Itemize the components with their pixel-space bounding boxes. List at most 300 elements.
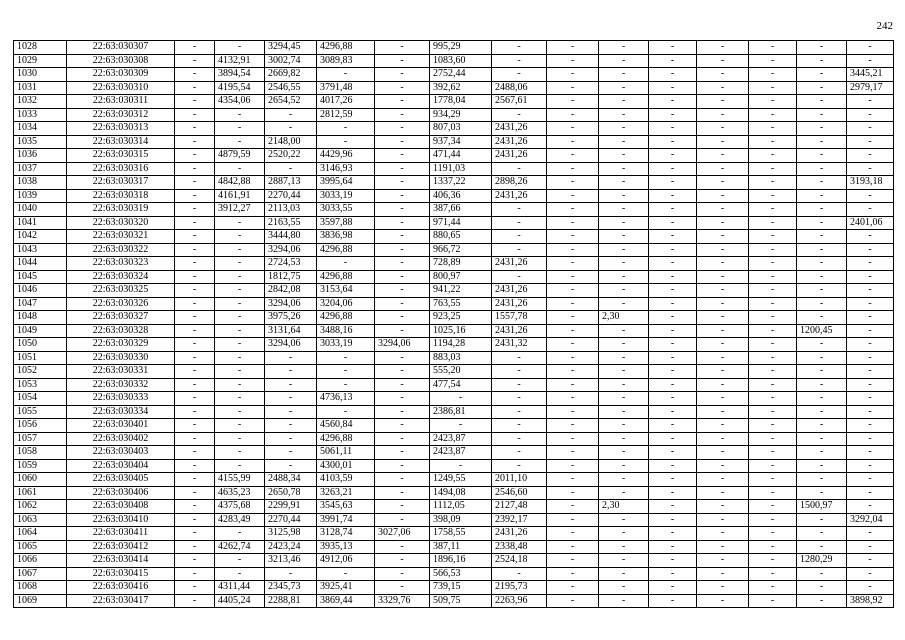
table-cell: 3898,92 <box>847 594 894 608</box>
table-cell: 2431,26 <box>492 284 547 298</box>
table-cell: - <box>749 338 797 352</box>
table-row <box>14 594 894 608</box>
table-row <box>14 446 894 460</box>
table-cell: 1056 <box>14 419 67 433</box>
table-cell: 2338,48 <box>492 540 547 554</box>
table-cell: - <box>375 176 430 190</box>
table-cell: 4560,84 <box>317 419 375 433</box>
table-cell: - <box>797 284 847 298</box>
table-cell: - <box>175 297 215 311</box>
table-cell: - <box>599 365 649 379</box>
table-cell: - <box>375 365 430 379</box>
table-cell: - <box>175 162 215 176</box>
table-row <box>14 432 894 446</box>
table-cell: - <box>547 243 599 257</box>
table-cell: 4296,88 <box>317 432 375 446</box>
table-cell: 387,11 <box>430 540 492 554</box>
table-cell: 3294,06 <box>265 297 317 311</box>
table-cell: 1048 <box>14 311 67 325</box>
table-cell: - <box>175 554 215 568</box>
table-cell: - <box>547 459 599 473</box>
table-cell: - <box>847 459 894 473</box>
table-cell: - <box>215 216 265 230</box>
table-cell: 22:63:030317 <box>67 176 175 190</box>
table-cell: 1059 <box>14 459 67 473</box>
table-cell: - <box>215 41 265 55</box>
table-cell: - <box>430 392 492 406</box>
table-cell: - <box>215 419 265 433</box>
table-row <box>14 108 894 122</box>
table-cell: 3033,55 <box>317 203 375 217</box>
table-cell: - <box>375 473 430 487</box>
table-cell: 2431,26 <box>492 527 547 541</box>
table-cell: - <box>749 392 797 406</box>
table-cell: - <box>547 365 599 379</box>
table-cell: 4842,88 <box>215 176 265 190</box>
table-cell: 387,66 <box>430 203 492 217</box>
table-cell: 1280,29 <box>797 554 847 568</box>
table-cell: - <box>697 189 749 203</box>
table-cell: - <box>375 68 430 82</box>
table-cell: - <box>847 473 894 487</box>
table-cell: - <box>649 554 697 568</box>
table-cell: 2148,00 <box>265 135 317 149</box>
table-cell: 3002,74 <box>265 54 317 68</box>
table-row <box>14 581 894 595</box>
table-cell: - <box>847 54 894 68</box>
table-cell: 1494,08 <box>430 486 492 500</box>
table-cell: 3125,98 <box>265 527 317 541</box>
table-cell: - <box>375 270 430 284</box>
table-cell: - <box>265 378 317 392</box>
table-cell: - <box>797 378 847 392</box>
table-cell: 2423,87 <box>430 446 492 460</box>
table-cell: 3027,06 <box>375 527 430 541</box>
table-cell: - <box>215 311 265 325</box>
table-cell: 3912,27 <box>215 203 265 217</box>
table-cell: 22:63:030325 <box>67 284 175 298</box>
table-cell: - <box>492 162 547 176</box>
table-cell: - <box>797 54 847 68</box>
table-cell: - <box>375 243 430 257</box>
table-cell: - <box>749 540 797 554</box>
table-row <box>14 95 894 109</box>
table-cell: 22:63:030415 <box>67 567 175 581</box>
table-cell: - <box>649 351 697 365</box>
table-cell: - <box>847 284 894 298</box>
table-cell: - <box>649 446 697 460</box>
table-cell: 22:63:030323 <box>67 257 175 271</box>
table-cell: 4375,68 <box>215 500 265 514</box>
table-row <box>14 405 894 419</box>
table-cell: - <box>492 459 547 473</box>
table-cell: - <box>797 270 847 284</box>
table-cell: 4296,88 <box>317 311 375 325</box>
table-cell: - <box>599 176 649 190</box>
table-cell: 22:63:030408 <box>67 500 175 514</box>
table-cell: 2,30 <box>599 311 649 325</box>
table-cell: - <box>797 338 847 352</box>
table-cell: - <box>547 500 599 514</box>
table-cell: - <box>749 567 797 581</box>
table-cell: - <box>265 432 317 446</box>
table-cell: - <box>175 338 215 352</box>
table-cell: - <box>599 554 649 568</box>
table-cell: 4195,54 <box>215 81 265 95</box>
table-cell: - <box>649 54 697 68</box>
table-cell: 4132,91 <box>215 54 265 68</box>
table-cell: 22:63:030411 <box>67 527 175 541</box>
table-row <box>14 540 894 554</box>
table-cell: 2650,78 <box>265 486 317 500</box>
table-cell: - <box>749 297 797 311</box>
table-cell: 4354,06 <box>215 95 265 109</box>
table-cell: - <box>649 473 697 487</box>
table-cell: - <box>697 297 749 311</box>
table-cell: 1035 <box>14 135 67 149</box>
table-cell: 1068 <box>14 581 67 595</box>
table-cell: - <box>697 446 749 460</box>
table-cell: 2163,55 <box>265 216 317 230</box>
table-cell: - <box>649 405 697 419</box>
table-cell: - <box>797 567 847 581</box>
table-cell: 1053 <box>14 378 67 392</box>
table-cell: 1758,55 <box>430 527 492 541</box>
table-cell: - <box>649 432 697 446</box>
table-cell: - <box>547 486 599 500</box>
table-row <box>14 459 894 473</box>
table-cell: - <box>797 95 847 109</box>
table-cell: 1051 <box>14 351 67 365</box>
table-cell: - <box>697 176 749 190</box>
table-cell: - <box>175 378 215 392</box>
table-cell: 2431,26 <box>492 149 547 163</box>
table-cell: 22:63:030412 <box>67 540 175 554</box>
table-cell: - <box>749 446 797 460</box>
table-cell: - <box>492 351 547 365</box>
table-cell: - <box>175 392 215 406</box>
table-cell: - <box>797 41 847 55</box>
table-cell: - <box>697 230 749 244</box>
table-cell: - <box>547 122 599 136</box>
table-cell: - <box>847 405 894 419</box>
table-cell: - <box>175 54 215 68</box>
table-cell: 22:63:030319 <box>67 203 175 217</box>
table-cell: - <box>492 216 547 230</box>
table-cell: - <box>697 486 749 500</box>
table-cell: - <box>215 162 265 176</box>
table-cell: - <box>847 203 894 217</box>
table-cell: 2011,10 <box>492 473 547 487</box>
table-cell: 3294,06 <box>375 338 430 352</box>
table-cell: - <box>649 540 697 554</box>
table-cell: - <box>749 284 797 298</box>
table-row <box>14 162 894 176</box>
table-cell: 22:63:030316 <box>67 162 175 176</box>
table-cell: 22:63:030403 <box>67 446 175 460</box>
table-cell: - <box>215 365 265 379</box>
table-cell: 2270,44 <box>265 189 317 203</box>
table-cell: - <box>697 513 749 527</box>
table-cell: 1191,03 <box>430 162 492 176</box>
table-cell: - <box>649 297 697 311</box>
table-cell: - <box>175 203 215 217</box>
table-cell: - <box>265 108 317 122</box>
table-row <box>14 311 894 325</box>
table-cell: - <box>265 162 317 176</box>
table-cell: 22:63:030327 <box>67 311 175 325</box>
table-cell: - <box>215 108 265 122</box>
table-cell: 4296,88 <box>317 41 375 55</box>
table-cell: - <box>847 540 894 554</box>
table-cell: - <box>599 459 649 473</box>
table-cell: - <box>547 81 599 95</box>
table-cell: 2752,44 <box>430 68 492 82</box>
table-cell: 1045 <box>14 270 67 284</box>
table-cell: - <box>547 432 599 446</box>
table-cell: - <box>175 527 215 541</box>
table-cell: - <box>375 324 430 338</box>
table-cell: - <box>175 594 215 608</box>
table-cell: - <box>547 554 599 568</box>
table-cell: - <box>649 594 697 608</box>
table-cell: 2654,52 <box>265 95 317 109</box>
table-cell: - <box>599 338 649 352</box>
table-cell: - <box>375 459 430 473</box>
table-cell: - <box>847 446 894 460</box>
table-cell: - <box>547 581 599 595</box>
table-cell: 800,97 <box>430 270 492 284</box>
table-row <box>14 257 894 271</box>
table-cell: - <box>375 81 430 95</box>
table-cell: - <box>847 297 894 311</box>
table-cell: 2345,73 <box>265 581 317 595</box>
table-cell: - <box>547 216 599 230</box>
table-cell: - <box>375 297 430 311</box>
table-row <box>14 243 894 257</box>
table-cell: - <box>175 108 215 122</box>
table-cell: - <box>265 392 317 406</box>
table-cell: - <box>492 392 547 406</box>
table-cell: 2887,13 <box>265 176 317 190</box>
table-cell: 1066 <box>14 554 67 568</box>
table-cell: - <box>430 459 492 473</box>
table-row <box>14 189 894 203</box>
table-cell: 1083,60 <box>430 54 492 68</box>
table-cell: 2488,06 <box>492 81 547 95</box>
table-cell: - <box>547 311 599 325</box>
table-cell: - <box>175 500 215 514</box>
table-cell: - <box>317 365 375 379</box>
table-cell: 22:63:030410 <box>67 513 175 527</box>
table-cell: - <box>749 95 797 109</box>
table-cell: - <box>649 338 697 352</box>
table-cell: 2431,26 <box>492 297 547 311</box>
table-cell: - <box>847 162 894 176</box>
table-cell: - <box>649 486 697 500</box>
table-cell: - <box>847 243 894 257</box>
table-cell: 1557,78 <box>492 311 547 325</box>
table-cell: - <box>749 203 797 217</box>
table-cell: 3791,48 <box>317 81 375 95</box>
table-cell: 2,30 <box>599 500 649 514</box>
table-cell: - <box>547 108 599 122</box>
table-cell: - <box>215 567 265 581</box>
table-cell: - <box>599 270 649 284</box>
table-cell: - <box>649 203 697 217</box>
page-number: 242 <box>876 20 893 32</box>
table-cell: - <box>797 405 847 419</box>
table-cell: 2520,22 <box>265 149 317 163</box>
table-cell: - <box>375 108 430 122</box>
table-cell: - <box>375 149 430 163</box>
table-cell: - <box>847 108 894 122</box>
table-cell: - <box>697 243 749 257</box>
table-cell: 1044 <box>14 257 67 271</box>
table-cell: 509,75 <box>430 594 492 608</box>
table-cell: 22:63:030315 <box>67 149 175 163</box>
table-cell: - <box>265 419 317 433</box>
table-cell: 1049 <box>14 324 67 338</box>
table-cell: - <box>547 95 599 109</box>
table-cell: - <box>649 216 697 230</box>
table-row <box>14 338 894 352</box>
table-cell: - <box>599 513 649 527</box>
table-cell: 880,65 <box>430 230 492 244</box>
table-cell: - <box>649 243 697 257</box>
table-cell: - <box>175 567 215 581</box>
table-cell: - <box>797 473 847 487</box>
table-cell: - <box>649 230 697 244</box>
table-cell: - <box>215 351 265 365</box>
table-cell: 4429,96 <box>317 149 375 163</box>
table-cell: 934,29 <box>430 108 492 122</box>
table-cell: 2431,26 <box>492 324 547 338</box>
table-cell: - <box>599 446 649 460</box>
table-cell: - <box>749 230 797 244</box>
table-cell: - <box>547 297 599 311</box>
table-cell: - <box>215 554 265 568</box>
table-cell: - <box>749 68 797 82</box>
table-cell: - <box>649 270 697 284</box>
table-cell: - <box>697 81 749 95</box>
table-cell: - <box>749 176 797 190</box>
table-row <box>14 54 894 68</box>
table-cell: - <box>649 162 697 176</box>
table-cell: - <box>847 486 894 500</box>
table-cell: - <box>215 230 265 244</box>
table-cell: - <box>797 257 847 271</box>
table-cell: 1058 <box>14 446 67 460</box>
table-cell: 1025,16 <box>430 324 492 338</box>
table-cell: 807,03 <box>430 122 492 136</box>
table-cell: - <box>649 108 697 122</box>
table-cell: - <box>175 473 215 487</box>
table-cell: 1896,16 <box>430 554 492 568</box>
table-cell: 22:63:030402 <box>67 432 175 446</box>
table-cell: - <box>697 284 749 298</box>
table-cell: - <box>697 567 749 581</box>
table-cell: 3836,98 <box>317 230 375 244</box>
table-cell: - <box>375 540 430 554</box>
table-cell: 1036 <box>14 149 67 163</box>
table-cell: - <box>215 432 265 446</box>
table-cell: - <box>649 149 697 163</box>
table-cell: - <box>649 122 697 136</box>
table-cell: 763,55 <box>430 297 492 311</box>
table-cell: - <box>847 230 894 244</box>
table-cell: - <box>175 419 215 433</box>
table-cell: - <box>697 41 749 55</box>
table-cell: - <box>649 135 697 149</box>
table-cell: - <box>797 81 847 95</box>
table-cell: - <box>649 392 697 406</box>
table-cell: 3213,46 <box>265 554 317 568</box>
table-cell: - <box>175 95 215 109</box>
table-cell: 3444,80 <box>265 230 317 244</box>
table-cell: - <box>697 554 749 568</box>
table-cell: - <box>375 203 430 217</box>
table-cell: - <box>175 311 215 325</box>
table-cell: 2488,34 <box>265 473 317 487</box>
table-cell: 2431,26 <box>492 189 547 203</box>
table-cell: - <box>599 432 649 446</box>
table-cell: - <box>749 432 797 446</box>
table-cell: 1028 <box>14 41 67 55</box>
table-cell: - <box>265 351 317 365</box>
table-cell: - <box>599 203 649 217</box>
table-cell: - <box>599 284 649 298</box>
table-cell: - <box>547 338 599 352</box>
table-cell: - <box>492 405 547 419</box>
table-cell: 1047 <box>14 297 67 311</box>
table-cell: 3033,19 <box>317 338 375 352</box>
table-cell: 1778,04 <box>430 95 492 109</box>
table-cell: - <box>175 540 215 554</box>
table-row <box>14 284 894 298</box>
table-cell: - <box>697 122 749 136</box>
table-row <box>14 567 894 581</box>
table-cell: - <box>847 581 894 595</box>
table-cell: 3935,13 <box>317 540 375 554</box>
table-cell: 22:63:030321 <box>67 230 175 244</box>
table-cell: - <box>175 135 215 149</box>
table-cell: 2299,91 <box>265 500 317 514</box>
table-cell: 1037 <box>14 162 67 176</box>
table-cell: 4283,49 <box>215 513 265 527</box>
table-cell: - <box>492 243 547 257</box>
table-row <box>14 203 894 217</box>
table-cell: - <box>375 230 430 244</box>
table-cell: 1249,55 <box>430 473 492 487</box>
table-cell: - <box>175 270 215 284</box>
table-cell: - <box>649 68 697 82</box>
table-cell: - <box>599 527 649 541</box>
table-cell: - <box>547 68 599 82</box>
table-cell: - <box>265 122 317 136</box>
table-cell: 4262,74 <box>215 540 265 554</box>
table-cell: 566,53 <box>430 567 492 581</box>
table-cell: 2546,60 <box>492 486 547 500</box>
table-cell: 2567,61 <box>492 95 547 109</box>
table-cell: - <box>375 513 430 527</box>
table-cell: - <box>375 54 430 68</box>
table-cell: 2423,24 <box>265 540 317 554</box>
table-cell: - <box>175 446 215 460</box>
table-cell: 2431,26 <box>492 122 547 136</box>
table-cell: 1038 <box>14 176 67 190</box>
table-cell: - <box>375 95 430 109</box>
